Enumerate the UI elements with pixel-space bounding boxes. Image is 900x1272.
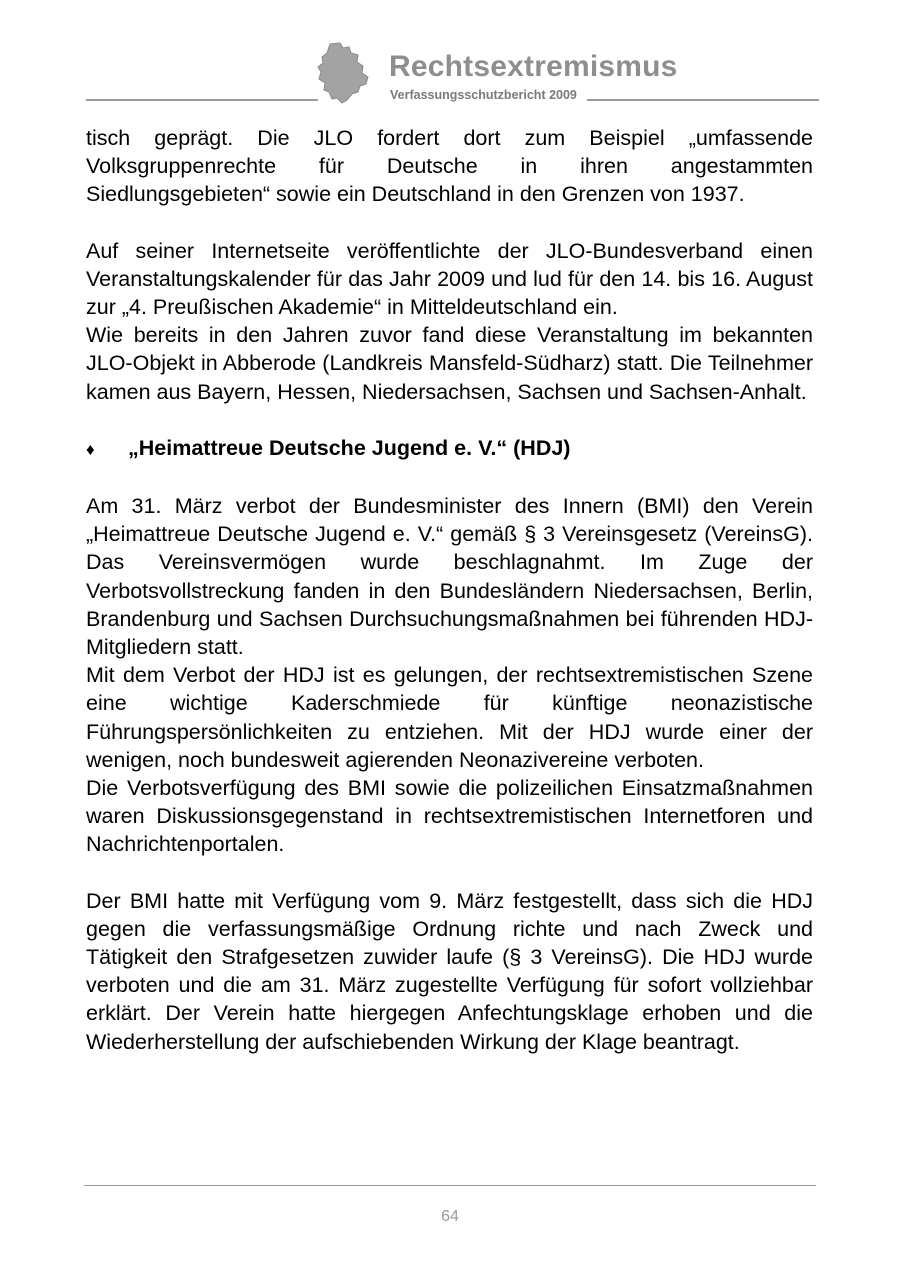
paragraph-gap bbox=[86, 406, 813, 434]
paragraph-2: Auf seiner Internetseite veröffentlichte der JLO-Bundesverband einen Veranstaltungskalender für das Jahr 2009 und lud für den 14. bis 16. August zur „4. Preußischen Akademie“ in Mitteldeutschland ein. bbox=[86, 238, 813, 320]
paragraph-gap bbox=[86, 464, 813, 492]
header-rule-right bbox=[587, 99, 819, 101]
page-header bbox=[0, 0, 900, 120]
header-title: Rechtsextremismus bbox=[389, 50, 678, 83]
diamond-bullet-icon: ♦ bbox=[86, 439, 95, 459]
section-heading-text: „Heimattreue Deutsche Jugend e. V.“ (HDJ) bbox=[128, 435, 571, 460]
paragraph-6: Die Verbotsverfügung des BMI sowie die polizeilichen Einsatzmaßnahmen waren Diskussionsgegenstand in rechtsextremistischen Internetforen und Nachrichtenportalen. bbox=[86, 776, 813, 857]
paragraph-3: Wie bereits in den Jahren zuvor fand diese Veranstaltung im bekannten JLO-Objekt in Abberode (Landkreis Mansfeld-Südharz) statt. Die Teilnehmer kamen aus Bayern, Hessen, Niedersachsen, Sachsen und Sachsen-Anhalt. bbox=[86, 323, 813, 404]
paragraph-gap bbox=[86, 859, 813, 887]
paragraph-gap bbox=[86, 209, 813, 237]
paragraph-4: Am 31. März verbot der Bundesminister des Innern (BMI) den Verein „Heimattreue Deutsche Jugend e. V.“ gemäß § 3 Vereinsgesetz (VereinsG). Das Vereinsvermögen wurde beschlagnahmt. Im Zuge der Verbotsvollstreckung fanden in den Bundesländern Niedersachsen, Berlin, Brandenburg und Sachsen Durchsuchungsmaßnahmen bei führenden HDJ-Mitgliedern statt. bbox=[86, 494, 813, 660]
page-number: 64 bbox=[441, 1208, 459, 1225]
header-subtitle: Verfassungsschutzbericht 2009 bbox=[390, 88, 577, 102]
saxony-anhalt-map-icon bbox=[316, 42, 370, 104]
section-heading bbox=[86, 434, 813, 464]
paragraph-7: Der BMI hatte mit Verfügung vom 9. März festgestellt, dass sich die HDJ gegen die verfassungsmäßige Ordnung richte und nach Zweck und Tätigkeit den Strafgesetzen zuwider laufe (§ 3 VereinsG). Die HDJ wurde verboten und die am 31. März zugestellte Verfügung für sofort vollziehbar erklärt. Der Verein hatte hiergegen Anfechtungsklage erhoben und die Wiederherstellung der aufschiebenden Wirkung der Klage beantragt. bbox=[86, 888, 813, 1054]
paragraph-5: Mit dem Verbot der HDJ ist es gelungen, der rechtsextremistischen Szene eine wichtige Kaderschmiede für künftige neonazistische Führungspersönlichkeiten zu entziehen. Mit der HDJ wurde einer der wenigen, noch bundesweit agierenden Neonazivereine verboten. bbox=[86, 663, 813, 772]
document-body bbox=[86, 124, 813, 1056]
paragraph-1: tisch geprägt. Die JLO fordert dort zum Beispiel „umfassende Volksgruppenrechte für Deutsche in ihren angestammten Siedlungsgebieten“ sowie ein Deutschland in den Grenzen von 1937. bbox=[86, 126, 813, 207]
footer-rule bbox=[84, 1185, 816, 1186]
header-rule-left bbox=[86, 99, 318, 101]
